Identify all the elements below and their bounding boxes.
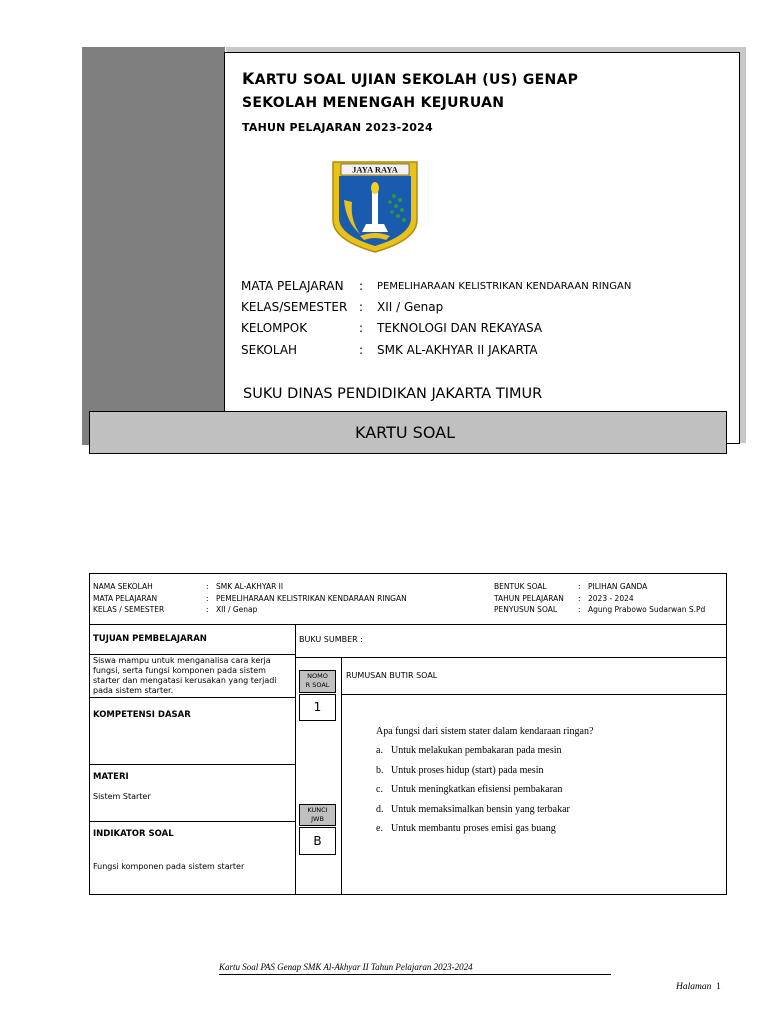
indikator-soal-title: INDIKATOR SOAL <box>93 829 174 839</box>
kunci-jawaban-value: B <box>299 827 336 855</box>
page-number: Halaman 1 <box>676 982 721 992</box>
option-letter: b. <box>376 765 384 776</box>
header-sep: : <box>206 594 209 603</box>
header-label-nama-sekolah: NAMA SEKOLAH <box>93 582 153 591</box>
header-value-kelas-semester: XII / Genap <box>216 605 258 614</box>
footer-text: Kartu Soal PAS Genap SMK Al-Akhyar II Tahun Pelajaran 2023-2024 <box>219 962 473 972</box>
header-label-bentuk-soal: BENTUK SOAL <box>494 582 547 591</box>
header-label-tahun-pelajaran: TAHUN PELAJARAN <box>494 594 564 603</box>
header-label-penyusun-soal: PENYUSUN SOAL <box>494 605 558 614</box>
tujuan-pembelajaran-title: TUJUAN PEMBELAJARAN <box>93 634 207 644</box>
header-sep: : <box>206 605 209 614</box>
divider <box>295 657 727 658</box>
indikator-soal-text: Fungsi komponen pada sistem starter <box>93 862 245 871</box>
jakarta-emblem-logo <box>330 160 420 254</box>
divider <box>89 654 295 655</box>
divider <box>341 657 342 895</box>
nomor-soal-label: NOMO R SOAL <box>299 670 336 693</box>
divider <box>89 697 295 698</box>
header-label-mata-pelajaran: MATA PELAJARAN <box>93 594 158 603</box>
header-value-penyusun-soal: Agung Prabowo Sudarwan S.Pd <box>588 605 706 614</box>
cover-title-line3: TAHUN PELAJARAN 2023-2024 <box>242 121 433 134</box>
header-value-bentuk-soal: PILIHAN GANDA <box>588 582 648 591</box>
option-text: Untuk meningkatkan efisiensi pembakaran <box>391 784 563 795</box>
buku-sumber-label: BUKU SUMBER : <box>299 635 363 644</box>
divider <box>89 764 295 765</box>
kompetensi-dasar-title: KOMPETENSI DASAR <box>93 710 191 720</box>
option-letter: a. <box>376 745 383 756</box>
divider <box>89 624 727 625</box>
option-letter: d. <box>376 804 384 815</box>
header-sep: : <box>578 594 581 603</box>
materi-text: Sistem Starter <box>93 792 151 801</box>
header-value-mata-pelajaran: PEMELIHARAAN KELISTRIKAN KENDARAAN RINGAN <box>216 594 407 603</box>
option-letter: c. <box>376 784 383 795</box>
kartu-soal-title: KARTU SOAL <box>355 423 456 442</box>
option-text: Untuk proses hidup (start) pada mesin <box>391 765 544 776</box>
option-letter: e. <box>376 823 383 834</box>
materi-title: MATERI <box>93 772 129 782</box>
suku-dinas-text: SUKU DINAS PENDIDIKAN JAKARTA TIMUR <box>243 386 543 402</box>
header-sep: : <box>578 605 581 614</box>
nomor-soal-value: 1 <box>299 694 336 721</box>
divider <box>341 694 727 695</box>
divider <box>295 624 296 895</box>
cover-title-line2: SEKOLAH MENENGAH KEJURUAN <box>242 95 505 111</box>
option-text: Untuk melakukan pembakaran pada mesin <box>391 745 562 756</box>
header-value-tahun-pelajaran: 2023 - 2024 <box>588 594 634 603</box>
header-sep: : <box>578 582 581 591</box>
divider <box>89 821 295 822</box>
rumusan-butir-soal-label: RUMUSAN BUTIR SOAL <box>346 671 438 680</box>
header-label-kelas-semester: KELAS / SEMESTER <box>93 605 165 614</box>
cover-sidebar <box>82 47 225 445</box>
cover-title-line1: KARTU SOAL UJIAN SEKOLAH (US) GENAP <box>242 69 579 88</box>
footer-line <box>219 974 611 975</box>
kunci-jawaban-label: KUNCI JWB <box>299 804 336 826</box>
header-value-nama-sekolah: SMK AL-AKHYAR II <box>216 582 284 591</box>
header-sep: : <box>206 582 209 591</box>
option-text: Untuk membantu proses emisi gas buang <box>391 823 556 834</box>
option-text: Untuk memaksimalkan bensin yang terbakar <box>391 804 570 815</box>
svg-text:JAYA RAYA: JAYA RAYA <box>352 164 398 175</box>
tujuan-pembelajaran-text: Siswa mampu untuk menganalisa cara kerja fungsi, serta fungsi komponen pada sistem starter dan mengatasi kerusakan yang terjadi pada sistem starter. <box>93 656 277 695</box>
question-text: Apa fungsi dari sistem stater dalam kendaraan ringan? <box>376 726 594 737</box>
